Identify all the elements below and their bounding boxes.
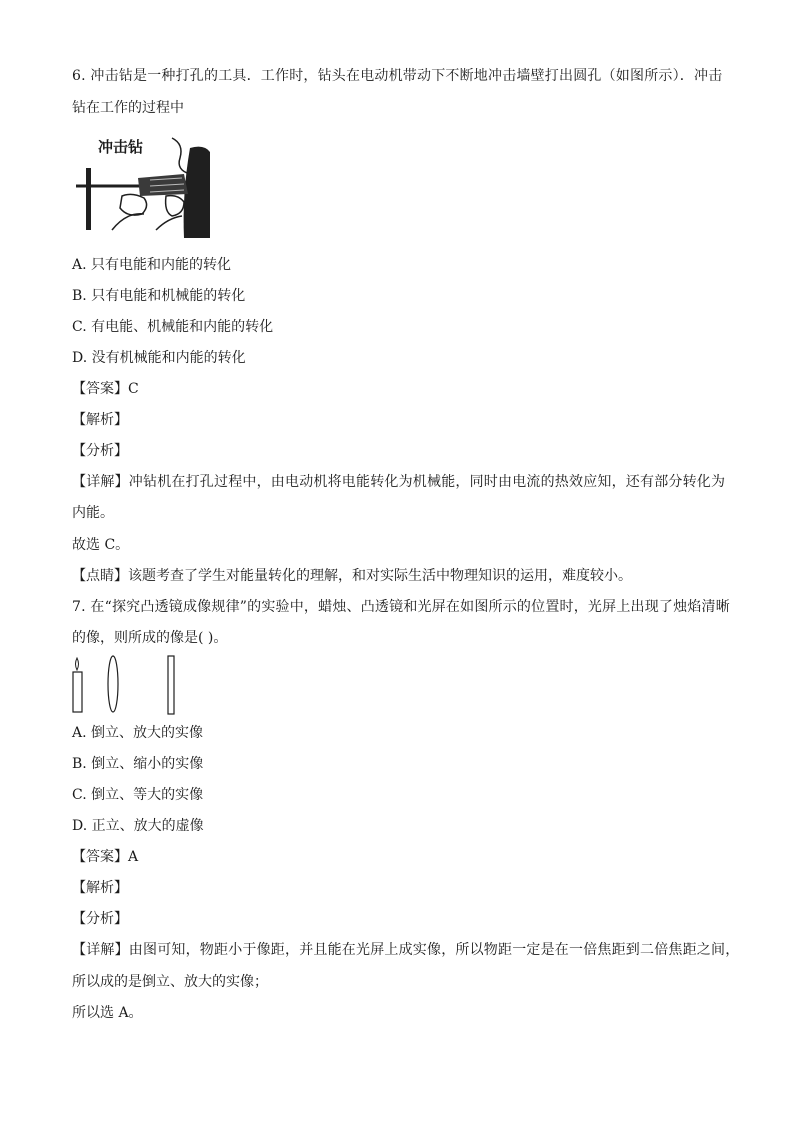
q7-detail-line1: 【详解】由图可知，物距小于像距，并且能在光屏上成实像，所以物距一定是在一倍焦距到二倍焦距之间， xyxy=(72,942,740,958)
q6-option-c: C. 有电能、机械能和内能的转化 xyxy=(72,319,274,335)
q7-detail-line2: 所以成的是倒立、放大的实像； xyxy=(72,974,268,990)
impact-drill-label: 冲击钻 xyxy=(98,138,144,156)
q6-answer: 【答案】C xyxy=(72,381,139,397)
q7-answer: 【答案】A xyxy=(72,849,139,865)
q7-stem-line2: 的像，则所成的像是( )。 xyxy=(72,630,228,646)
q7-fenxi-heading: 【分析】 xyxy=(72,911,128,927)
q6-conclusion: 故选 C。 xyxy=(72,537,130,553)
q6-stem-line1: 6. 冲击钻是一种打孔的工具．工作时，钻头在电动机带动下不断地冲击墙壁打出圆孔（如图所示）．冲击 xyxy=(72,68,723,84)
q6-detail-line1: 【详解】冲钻机在打孔过程中，由电动机将电能转化为机械能，同时由电流的热效应知，还有部分转化为 xyxy=(72,474,726,490)
q6-analysis-heading: 【解析】 xyxy=(72,412,128,428)
lens-setup-figure xyxy=(70,654,190,716)
q6-option-b: B. 只有电能和机械能的转化 xyxy=(72,288,246,304)
q7-option-d: D. 正立、放大的虚像 xyxy=(72,818,204,834)
q7-option-c: C. 倒立、等大的实像 xyxy=(72,787,204,803)
q7-analysis-heading: 【解析】 xyxy=(72,880,128,896)
q7-option-b: B. 倒立、缩小的实像 xyxy=(72,756,204,772)
q6-detail-line2: 内能。 xyxy=(72,505,114,521)
q7-stem-line1: 7. 在“探究凸透镜成像规律”的实验中，蜡烛、凸透镜和光屏在如图所示的位置时，光屏上出现了烛焰清晰 xyxy=(72,599,730,615)
q7-option-a: A. 倒立、放大的实像 xyxy=(72,725,204,741)
q7-conclusion: 所以选 A。 xyxy=(72,1005,143,1021)
q6-comment: 【点睛】该题考查了学生对能量转化的理解，和对实际生活中物理知识的运用，难度较小。 xyxy=(72,568,632,584)
q6-fenxi-heading: 【分析】 xyxy=(72,443,128,459)
q6-option-a: A. 只有电能和内能的转化 xyxy=(72,257,232,273)
q6-option-d: D. 没有机械能和内能的转化 xyxy=(72,350,246,366)
q6-stem-line2: 钻在工作的过程中 xyxy=(72,100,184,116)
